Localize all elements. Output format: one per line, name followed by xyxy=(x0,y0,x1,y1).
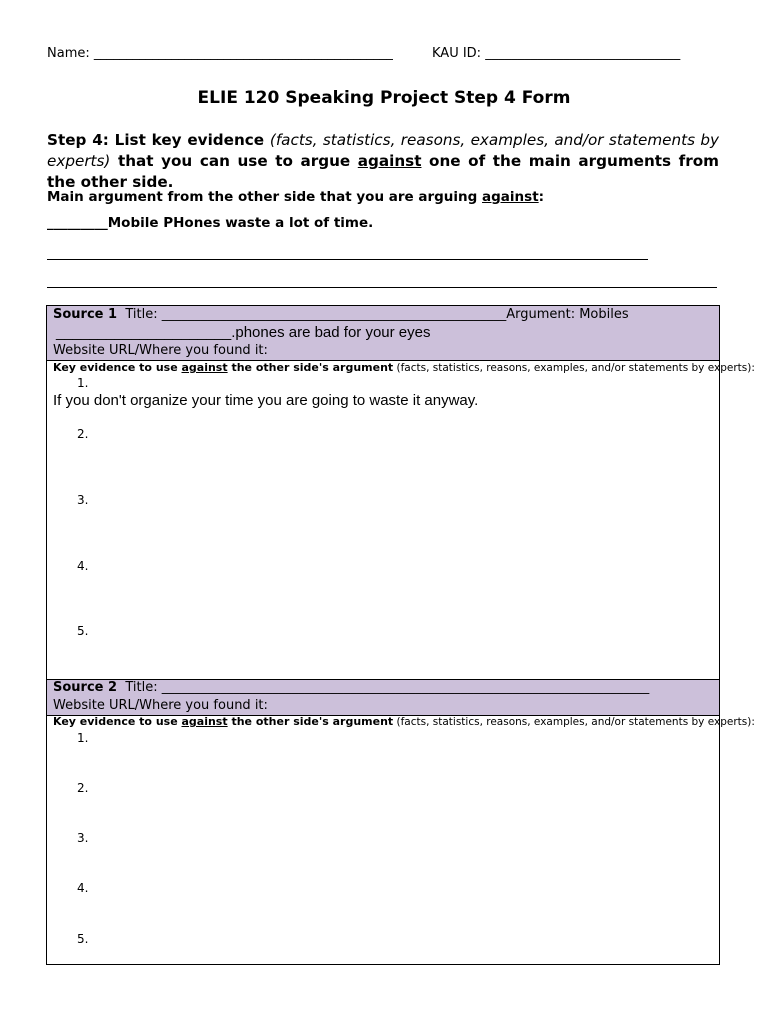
source-2-title-field[interactable]: Source 2 Title: ___________________________________________________________________________ xyxy=(53,680,650,695)
source-1-title-field[interactable]: Source 1 Title: _____________________________________________________Argument: Mobiles xyxy=(53,307,629,322)
source-1-item-1: 1. xyxy=(77,376,89,390)
source-1-box xyxy=(46,305,755,680)
source-1-item-3: 3. xyxy=(77,493,89,507)
blank-line-1[interactable] xyxy=(47,259,648,260)
source-1-item-4: 4. xyxy=(77,559,89,573)
main-argument-label: Main argument from the other side that you are arguing against: xyxy=(47,189,545,205)
source-1-key-evidence-label: Key evidence to use against the other side's argument (facts, statistics, reasons, examples, and/or statements by experts): xyxy=(53,361,755,374)
step-instructions: Step 4: List key evidence (facts, statistics, reasons, examples, and/or statements by experts) that you can use to argue against one of the main arguments from the other side. xyxy=(47,131,720,191)
name-field[interactable]: Name: ______________________________________________ xyxy=(47,46,393,61)
source-1-title-answer[interactable]: _____________________.phones are bad for your eyes xyxy=(56,324,431,341)
source-2-header xyxy=(47,680,719,716)
source-2-item-3: 3. xyxy=(77,831,89,845)
source-1-header xyxy=(47,306,719,361)
source-2-url-field[interactable]: Website URL/Where you found it: xyxy=(53,698,268,713)
source-1-answer-1[interactable]: If you don't organize your time you are going to waste it anyway. xyxy=(53,392,479,409)
blank-line-2[interactable] xyxy=(47,287,717,288)
source-2-item-1: 1. xyxy=(77,731,89,745)
main-argument-answer[interactable]: _________Mobile PHones waste a lot of time. xyxy=(47,215,374,231)
source-2-box xyxy=(46,679,755,965)
source-2-item-4: 4. xyxy=(77,881,89,895)
source-1-item-5: 5. xyxy=(77,624,89,638)
source-2-item-5: 5. xyxy=(77,932,89,946)
source-2-item-2: 2. xyxy=(77,781,89,795)
source-2-key-evidence-label: Key evidence to use against the other side's argument (facts, statistics, reasons, examples, and/or statements by experts): xyxy=(53,715,755,728)
source-1-url-field[interactable]: Website URL/Where you found it: xyxy=(53,343,268,358)
kau-id-field[interactable]: KAU ID: ______________________________ xyxy=(432,46,681,61)
source-1-item-2: 2. xyxy=(77,427,89,441)
page-title: ELIE 120 Speaking Project Step 4 Form xyxy=(197,88,571,108)
